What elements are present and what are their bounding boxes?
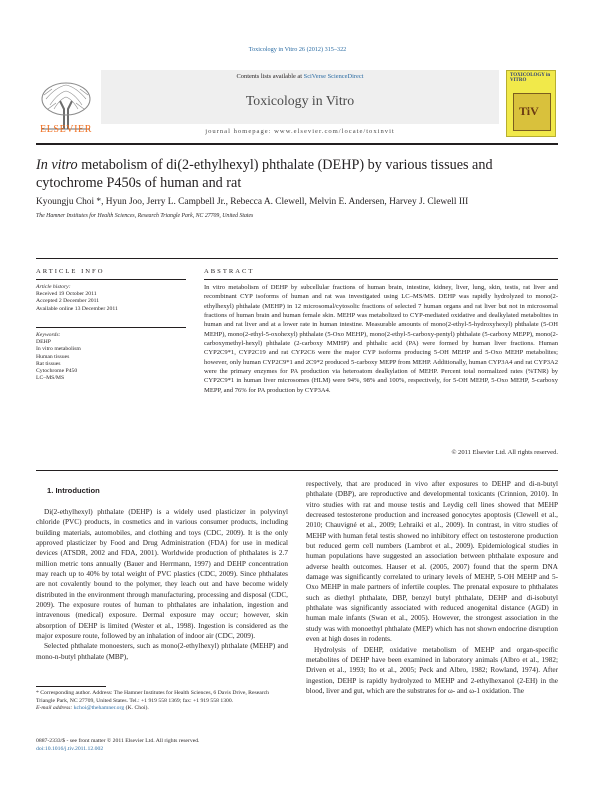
abstract-copyright: © 2011 Elsevier Ltd. All rights reserved. bbox=[451, 449, 558, 456]
issn-line: 0887-2333/$ - see front matter © 2011 Elsevier Ltd. All rights reserved. bbox=[36, 738, 200, 744]
article-history bbox=[36, 284, 186, 313]
keyword: Cytochrome P450 bbox=[36, 368, 78, 375]
keyword: In vitro metabolism bbox=[36, 346, 81, 353]
body-column-left bbox=[36, 507, 288, 667]
contents-prefix: Contents lists available at bbox=[236, 73, 304, 80]
author-list[interactable]: Kyoungju Choi *, Hyun Joo, Jerry L. Campbell Jr., Rebecca A. Clewell, Melvin E. Andersen, Harvey J. Clewell III bbox=[36, 197, 469, 207]
email-label: E-mail address: bbox=[36, 705, 74, 711]
keyword: LC–MS/MS bbox=[36, 375, 65, 382]
article-info-heading: ARTICLE INFO bbox=[36, 268, 105, 275]
paragraph: Di(2-ethylhexyl) phthalate (DEHP) is a widely used plasticizer in polyvinyl chloride (PVC) products, in cosmetics and in various consumer products, including building materials, automobiles, and clothing and toys (CDC, 2009). It is the only approved plasticizer by Food and Drug Administration (FDA) for use in medical devices (ATSDR, 2002 and FDA, 2001). Worldwide production of phthalates is 2.7 million metric tons annually (Bauer and Herrmann, 1997) and DEHP concentration may reach up to 40% by total weight of PVC plastics (CDC, 2009). Since phthalates are not covalently bound to the polymer, they leach out and have become widely distributed in the environment through manufacturing, processing and disposal (CDC, 2009). The exposure routes of human to phthalates are inhalation, ingestion and intravenous (medical) exposure. Dermal exposure may occur; however, skin absorption of DEHP is limited (Wester et al., 1998). Ingestion is considered as the major exposure route, followed by an inhalation of indoor air (CDC, 2009). bbox=[36, 508, 288, 641]
received-date: Received 19 October 2011 bbox=[36, 291, 97, 298]
abstract-text: In vitro metabolism of DEHP by subcellular fractions of human brain, intestine, kidney, liver, lung, skin, testis, rat liver and recombinant CYP isoforms of human and rat was investigated using LC–MS/MS. DEHP was rapidly hydrolyzed to mono(2-ethylhexyl) phthalate (MEHP) in 12 microsomal/cytosolic fractions of selected 7 human organs and rat liver but not in microsomal fractions of human brain and human female skin. MEHP was metabolized to CYP-mediated oxidative and dealkylated metabolites in human and rat liver and at a lower rate in human intestine. Measurable amounts of mono(2-ethyl-5-hydroxyhexyl) phthalate (5-OH MEHP), mono(2-ethyl-5-oxohexyl) phthalate (5-Oxo MEHP), mono(2-ethyl-5-carboxy-pentyl) phthalate (5-carboxy MEPP), mono(2-carboxymethyl-hexyl) phthalate (2-carboxy MMHP) and phthalic acid (PA) were formed by human liver fractions. Human CYP2C9*1, CYP2C19 and rat CYP2C6 were the major CYP isoforms producing 5-OH MEHP and 5-Oxo MEHP metabolites; however, only human CYP2C9*1 and 2C9*2 produced 5-carboxy MEPP from MEHP. Additionally, human CYP3A4 and rat CYP3A2 were the primary enzymes for PA production via heteroatom dealkylation of MEHP. Percent total normalized rates (%TNR) by CYP2C9*1 in human liver microsomes (HLM) were 94%, 98% and 100%, respectively, for 5-OH MEHP, 5-Oxo MEHP, 5-carboxy MEPP, and 76% for PA production by CYP3A4. bbox=[204, 284, 558, 394]
title-rest: metabolism of di(2-ethylhexyl) phthalate (DEHP) by various tissues and cytochrome P450s of human and rat bbox=[36, 157, 493, 191]
history-label: Article history: bbox=[36, 284, 71, 290]
paragraph: Selected phthalate monoesters, such as mono(2-ethylhexyl) phthalate (MEHP) and mono-n-butyl phthalate (MBP), bbox=[36, 642, 288, 661]
accepted-date: Accepted 2 December 2011 bbox=[36, 298, 100, 305]
header-divider bbox=[36, 143, 558, 145]
paragraph: Hydrolysis of DEHP, oxidative metabolism of MEHP and organ-specific metabolites of DEHP have been examined in laboratory animals (Albro et al., 1982; Driven et al., 1993; Ito et al., 2005; Peck and Albro, 1982; Rowland, 1974). After ingestion, DEHP is rapidly hydrolyzed to MEHP and 2-ethylhexanol (2-EH) in the blood, liver and gut, which are the substrates for ω- and ω-1 oxidation. The bbox=[306, 645, 558, 695]
journal-cover-image bbox=[506, 70, 556, 137]
introduction-heading: 1. Introduction bbox=[47, 486, 100, 495]
cover-title: TOXICOLOGY in VITRO bbox=[510, 73, 551, 83]
email-suffix: (K. Choi). bbox=[124, 705, 149, 711]
section-divider bbox=[36, 258, 558, 259]
paragraph: respectively, that are produced in vivo after exposures to DEHP and di-n-butyl phthalate (DBP), are reproductive and developmental toxicants (Crinnion, 2010). In vitro studies with rat and mouse testis and Leydig cell lines showed that MEHP decreased testosterone production and increased gonocytes apoptosis (Clewell et al., 2010; Chauvigné et al., 2009; Lehraiki et al., 2009). In contrast, in vitro studies of MEHP with human fetal testis showed no inhibitory effect on testosterone production but reduced germ cell numbers (Lambrot et al., 2009). Epidemiological studies in human populations have suggested an association between phthalate exposure and adverse health outcomes. Hauser et al. (2005, 2007) found that the sperm DNA damage was significantly correlated to urinary levels of MEHP, 5-OH MEHP and 5-Oxo MEHP in male partners of infertile couples. The prenatal exposure to phthalates such as diethyl phthalate, DBP, benzyl butyl phthalate, DEHP and di-isobutyl phthalate was significantly associated with reduced anogenital distance (AGD) in human male infants (Swan et al., 2005). However, the strongest association in the study was with monoethyl phthalate (MEP) which has not shown endocrine disruption even at high doses in rodents. bbox=[306, 480, 558, 644]
keyword: Rat tissues bbox=[36, 360, 61, 367]
sciencedirect-link[interactable]: SciVerse ScienceDirect bbox=[303, 73, 364, 80]
journal-citation[interactable]: Toxicology in Vitro 26 (2012) 315–322 bbox=[248, 46, 347, 53]
corresponding-author-footnote bbox=[36, 690, 288, 713]
contents-line bbox=[101, 73, 499, 80]
keyword: Human tissues bbox=[36, 353, 70, 360]
body-column-right bbox=[306, 479, 558, 787]
corresponding-address: * Corresponding author. Address: The Hamner Institutes for Health Sciences, 6 Davis Drive, Research Triangle Park, NC 27709, United States. Tel.: +1 919 558 1369; fax: +1 919 558 1300. bbox=[36, 690, 270, 704]
title-italic: In vitro bbox=[36, 157, 78, 173]
abstract-heading: ABSTRACT bbox=[204, 268, 255, 275]
cover-art bbox=[513, 93, 551, 131]
cover-mark: TiV bbox=[519, 104, 539, 118]
article-title bbox=[36, 156, 558, 192]
journal-homepage[interactable]: journal homepage: www.elsevier.com/locate/toxinvit bbox=[205, 128, 395, 135]
journal-title: Toxicology in Vitro bbox=[245, 93, 355, 108]
affiliation: The Hamner Institutes for Health Sciences, Research Triangle Park, NC 27709, United States bbox=[36, 213, 254, 219]
publication-info bbox=[36, 738, 288, 753]
doi-link[interactable]: doi:10.1016/j.tiv.2011.12.002 bbox=[36, 745, 104, 752]
email-link[interactable]: kchoi@thehamner.org bbox=[73, 705, 125, 711]
keywords bbox=[36, 332, 186, 382]
publisher-logo-text: ELSEVIER bbox=[39, 124, 93, 135]
keyword: DEHP bbox=[36, 339, 51, 346]
keywords-label: Keywords: bbox=[36, 332, 61, 338]
available-date: Available online 13 December 2011 bbox=[36, 305, 118, 312]
